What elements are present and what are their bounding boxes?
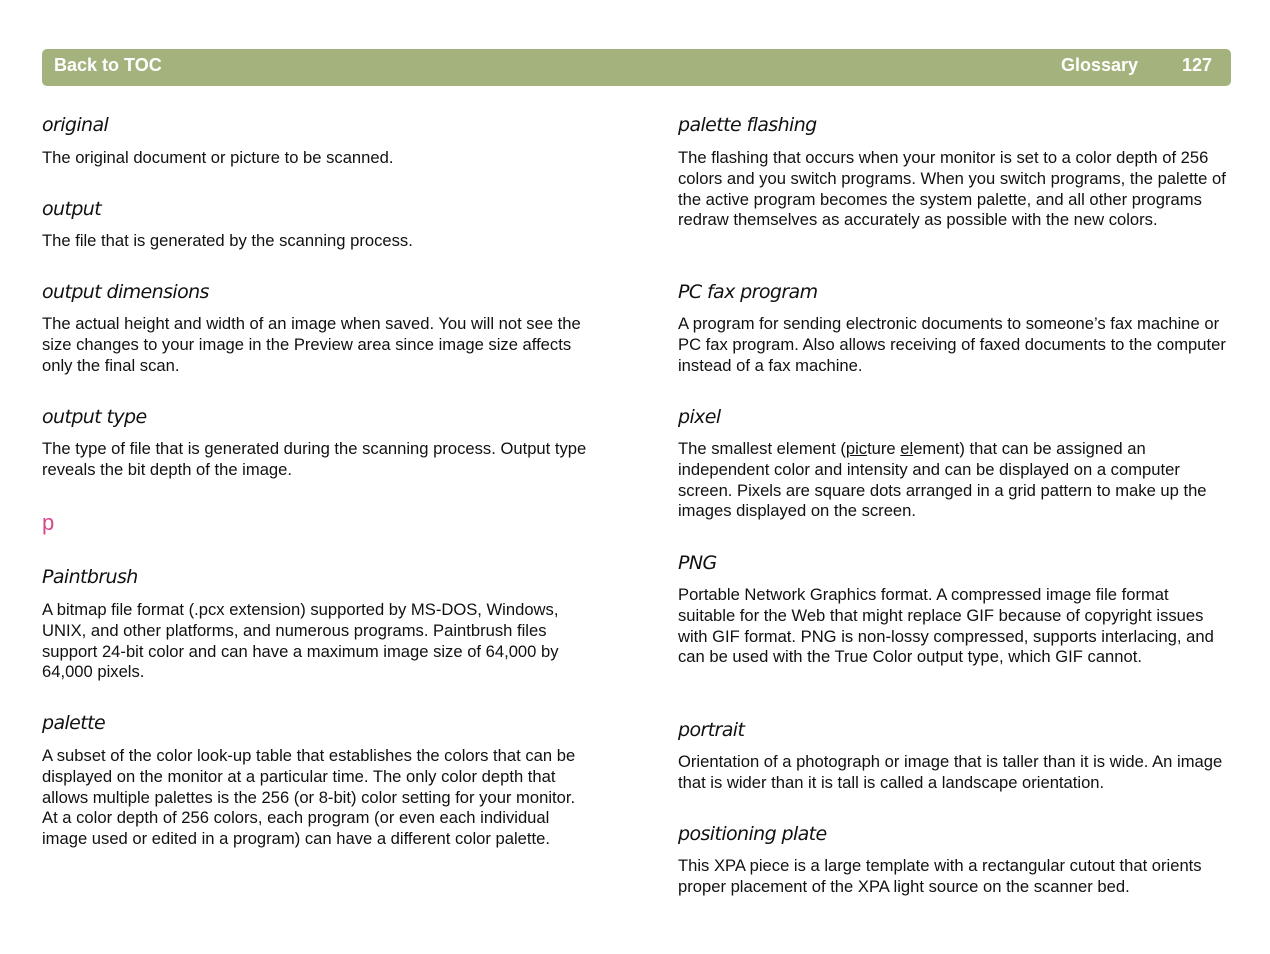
glossary-definition: A program for sending electronic documents to someone’s fax machine or PC fax program. Also allows receiving of faxed documents to the computer instead of a fax machine. <box>678 314 1226 375</box>
glossary-term: palette flashing <box>678 114 817 136</box>
glossary-term: PNG <box>678 552 717 574</box>
glossary-term: pixel <box>678 406 721 428</box>
glossary-term: output type <box>42 406 147 428</box>
glossary-term: output dimensions <box>42 281 209 303</box>
glossary-definition: A bitmap file format (.pcx extension) supported by MS-DOS, Windows, UNIX, and other platforms, and numerous programs. Paintbrush files support 24-bit color and can have a maximum image size of 64,000 by 64,000 pixels. <box>42 600 559 682</box>
glossary-definition: The type of file that is generated during the scanning process. Output type reveals the bit depth of the image. <box>42 439 587 479</box>
definition-text: ture <box>867 439 901 458</box>
glossary-term: positioning plate <box>678 823 827 845</box>
glossary-definition: A subset of the color look-up table that establishes the colors that can be displayed on the monitor at a particular time. The only color depth that allows multiple palettes is the 256 (or 8-bit) color setting for your monitor. At a color depth of 256 colors, each program (or even each individual image used or edited in a program) can have a different color palette. <box>42 746 576 849</box>
glossary-definition: The file that is generated by the scanning process. <box>42 231 413 250</box>
glossary-term: palette <box>42 712 106 734</box>
section-letter: p <box>42 510 55 535</box>
glossary-definition: This XPA piece is a large template with a rectangular cutout that orients proper placement of the XPA light source on the scanner bed. <box>678 856 1202 896</box>
glossary-term: original <box>42 114 109 136</box>
glossary-term: PC fax program <box>678 281 818 303</box>
definition-text: ement) that can be assigned an independent color and intensity and can be displayed on a computer screen. Pixels are square dots arranged in a grid pattern to make up the images displayed on the screen. <box>678 439 1207 521</box>
glossary-definition: Portable Network Graphics format. A compressed image file format suitable for the Web that might replace GIF because of copyright issues with GIF format. PNG is non-lossy compressed, supports interlacing, and can be used with the True Color output type, which GIF cannot. <box>678 585 1214 667</box>
glossary-definition: The original document or picture to be scanned. <box>42 148 394 167</box>
header-bar <box>42 49 1231 86</box>
glossary-definition: Orientation of a photograph or image that is taller than it is wide. An image that is wider than it is tall is called a landscape orientation. <box>678 752 1223 792</box>
underlined-text: el <box>900 439 914 458</box>
section-title: Glossary <box>1060 55 1138 75</box>
glossary-definition: The flashing that occurs when your monitor is set to a color depth of 256 colors and you switch programs. When you switch programs, the palette of the active program becomes the system palette, and all other programs redraw themselves as accurately as possible with the new colors. <box>678 148 1226 230</box>
definition-text: The smallest element ( <box>678 439 846 458</box>
glossary-term: output <box>42 198 102 220</box>
glossary-term: Paintbrush <box>42 566 138 588</box>
glossary-definition: The actual height and width of an image when saved. You will not see the size changes to your image in the Preview area since image size affects only the final scan. <box>42 314 581 375</box>
page-number: 127 <box>1181 55 1212 75</box>
underlined-text: pic <box>845 439 868 458</box>
glossary-term: portrait <box>678 719 745 741</box>
glossary-definition <box>678 439 1228 522</box>
back-to-toc-link[interactable]: Back to TOC <box>54 55 162 75</box>
